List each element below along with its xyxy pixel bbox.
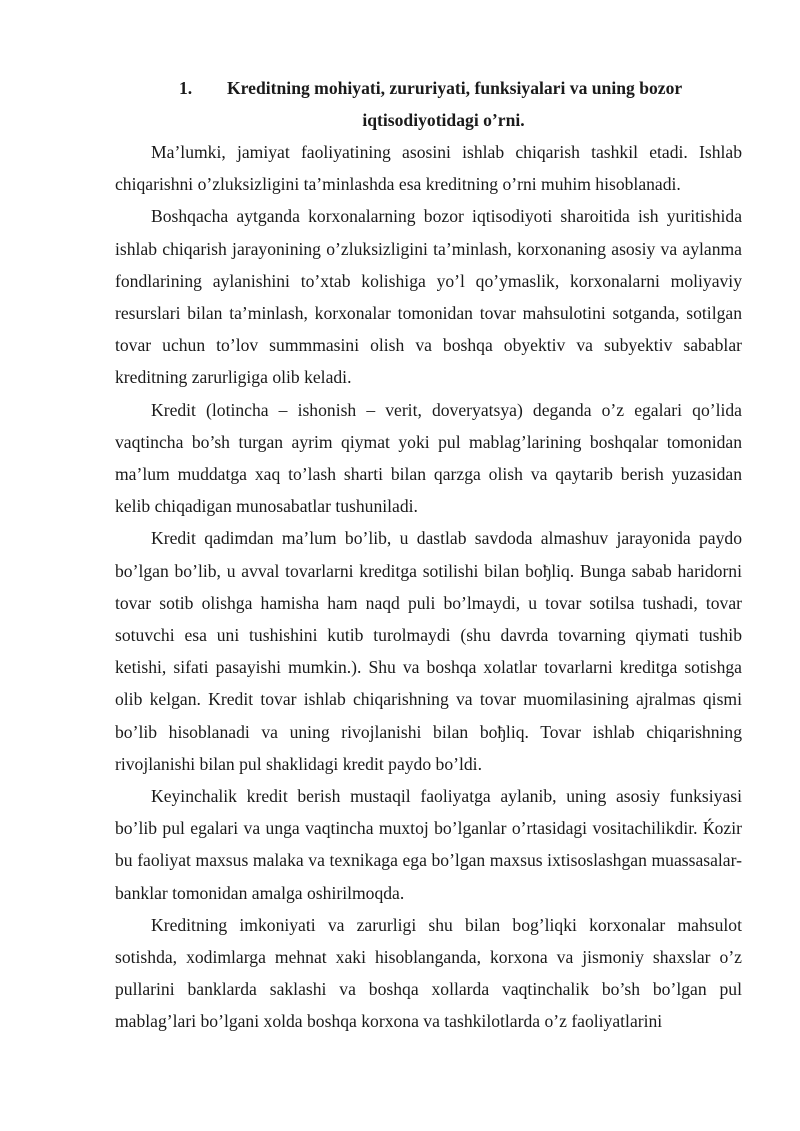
section-heading	[115, 72, 742, 136]
paragraph: Kredit (lotincha – ishonish – verit, doveryatsya) deganda o’z egalari qo’lida vaqtincha bo’sh turgan ayrim qiymat yoki pul mablag’larining boshqalar tomonidan ma’lum muddatga xaq to’lash sharti bilan qarzga olish va qaytarib berish yuzasidan kelib chiqadigan munosabatlar tushuniladi.	[115, 399, 742, 517]
paragraph: Kreditning imkoniyati va zarurligi shu bilan bog’liqki korxonalar mahsulot sotishda, xodimlarga mehnat xaki hisoblanganda, korxona va jismoniy shaxslar o’z pullarini banklarda saklashi va boshqa xollarda vaqtinchalik bo’sh bo’lgan pul mablag’lari bo’lgani xolda boshqa korxona va tashkilotlarda o’z faoliyatlarini	[115, 914, 742, 1032]
section-number: 1.	[179, 78, 193, 98]
document-page	[115, 72, 742, 1038]
heading-line-2: iqtisodiyotidagi o’rni.	[362, 110, 525, 130]
paragraph: Ma’lumki, jamiyat faoliyatining asosini ishlab chiqarish tashkil etadi. Ishlab chiqarishni o’zluksizligini ta’minlashda esa kreditning o’rni muhim hisoblanadi.	[115, 142, 742, 195]
paragraph: Boshqacha aytganda korxonalarning bozor iqtisodiyoti sharoitida ish yuritishida ishlab chiqarish jarayonining o’zluksizligini ta’minlash, korxonaning asosiy va aylanma fondlarining aylanishini to’xtab kolishiga yo’l qo’ymaslik, korxonalarni moliyaviy resurslari bilan ta’minlash, korxonalar tomonidan tovar mahsulotini sotganda, sotilgan tovar uchun to’lov summmasini olish va boshqa obyektiv va subyektiv sabablar kreditning zarurligiga olib keladi.	[115, 206, 742, 388]
paragraph: Keyinchalik kredit berish mustaqil faoliyatga aylanib, uning asosiy funksiyasi bo’lib pul egalari va unga vaqtincha muxtoj bo’lganlar o’rtasidagi vositachilikdir. Ќozir bu faoliyat maxsus malaka va texnikaga ega bo’lgan maxsus ixtisoslashgan muassasalar-banklar tomonidan amalga oshirilmoqda.	[115, 786, 742, 903]
heading-text-1: Kreditning mohiyati, zururiyati, funksiyalari va uning bozor	[227, 78, 683, 98]
heading-line-1	[115, 72, 742, 104]
paragraph: Kredit qadimdan ma’lum bo’lib, u dastlab savdoda almashuv jarayonida paydo bo’lgan bo’lib, u avval tovarlarni kreditga sotilishi bilan boђliq. Bunga sabab haridorni tovar sotib olishga hamisha ham naqd puli bo’lmaydi, u tovar sotilsa tushadi, tovar sotuvchi esa uni tushishini kutib turolmaydi (shu davrda tovarning qiymati tushib ketishi, sifati pasayishi mumkin.). Shu va boshqa xolatlar tovarlarni kreditga sotishga olib kelgan. Kredit tovar ishlab chiqarishning va tovar muomilasining ajralmas qismi bo’lib hisoblanadi va uning rivojlanishi bilan boђliq. Tovar ishlab chiqarishning rivojlanishi bilan pul shaklidagi kredit paydo bo’ldi.	[115, 528, 742, 774]
